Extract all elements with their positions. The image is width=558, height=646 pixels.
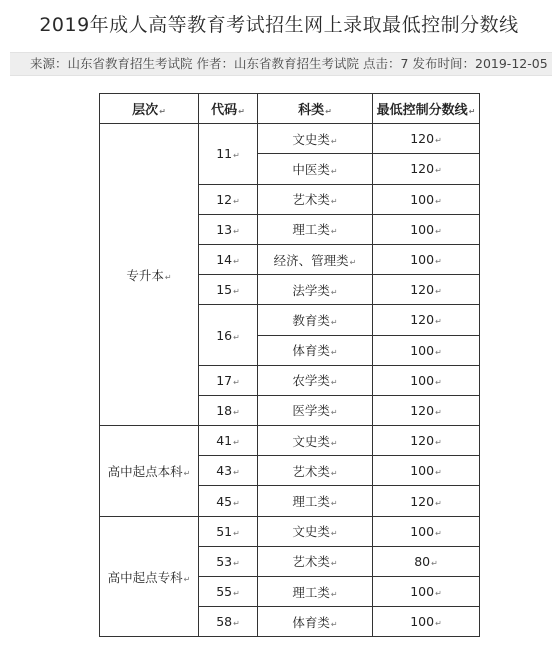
subject-cell: 体育类↵ (258, 335, 373, 365)
score-value: 100 (410, 342, 435, 358)
score-cell: 100↵ (373, 244, 480, 274)
subject-cell: 文史类↵ (258, 426, 373, 456)
score-value: 100 (410, 614, 435, 630)
score-value: 120 (410, 433, 435, 449)
subject-cell: 医学类↵ (258, 395, 373, 425)
subject-cell: 理工类↵ (258, 214, 373, 244)
code-cell: 55↵ (199, 577, 258, 607)
code-value: 17 (216, 372, 233, 388)
code-cell: 17↵ (199, 365, 258, 395)
header-score-label: 最低控制分数线 (376, 103, 468, 119)
score-value: 120 (410, 312, 435, 328)
code-value: 43 (216, 463, 233, 479)
subject-value: 理工类 (292, 222, 330, 238)
score-cell: 120↵ (373, 486, 480, 516)
code-cell: 58↵ (199, 607, 258, 637)
score-cell: 100↵ (373, 607, 480, 637)
header-score: 最低控制分数线↵ (373, 94, 480, 124)
code-value: 11 (216, 146, 233, 162)
subject-value: 理工类 (292, 494, 330, 510)
table-row (100, 516, 480, 546)
code-cell: 18↵ (199, 395, 258, 425)
author-label: 作者： (196, 56, 235, 71)
score-value: 80 (414, 553, 431, 569)
score-cell: 100↵ (373, 214, 480, 244)
table-body (100, 124, 480, 637)
subject-value: 理工类 (292, 584, 330, 600)
article-meta-bar (10, 52, 552, 76)
subject-cell: 法学类↵ (258, 275, 373, 305)
score-cell: 100↵ (373, 335, 480, 365)
level-label: 专升本 (126, 267, 164, 283)
score-value: 100 (410, 372, 435, 388)
date-label: 发布时间： (412, 56, 475, 71)
code-value: 16 (216, 327, 233, 343)
code-cell: 16↵ (199, 305, 258, 365)
subject-cell: 艺术类↵ (258, 546, 373, 576)
subject-value: 文史类 (292, 131, 330, 147)
score-cell: 100↵ (373, 456, 480, 486)
score-cell: 80↵ (373, 546, 480, 576)
score-cell: 120↵ (373, 395, 480, 425)
level-label: 高中起点专科 (107, 569, 183, 585)
score-cell: 120↵ (373, 305, 480, 335)
source-value: 山东省教育招生考试院 (67, 56, 193, 71)
code-cell: 43↵ (199, 456, 258, 486)
subject-cell: 文史类↵ (258, 124, 373, 154)
subject-cell: 艺术类↵ (258, 184, 373, 214)
header-level: 层次↵ (100, 94, 199, 124)
subject-cell: 文史类↵ (258, 516, 373, 546)
subject-value: 艺术类 (292, 554, 330, 570)
score-cell: 120↵ (373, 154, 480, 184)
subject-cell: 体育类↵ (258, 607, 373, 637)
score-value: 100 (410, 523, 435, 539)
code-value: 12 (216, 191, 233, 207)
code-cell: 11↵ (199, 124, 258, 184)
subject-value: 经济、管理类 (273, 252, 349, 268)
code-value: 41 (216, 433, 233, 449)
date-value: 2019-12-05 (475, 56, 548, 71)
table-header-row (100, 94, 480, 124)
code-value: 58 (216, 614, 233, 630)
clicks-label: 点击： (363, 56, 401, 71)
score-cell: 100↵ (373, 184, 480, 214)
subject-value: 法学类 (292, 282, 330, 298)
code-value: 45 (216, 493, 233, 509)
clicks-value: 7 (400, 56, 409, 71)
table-row (100, 426, 480, 456)
code-cell: 15↵ (199, 275, 258, 305)
header-code-label: 代码 (211, 103, 238, 119)
page-title: 2019年成人高等教育考试招生网上录取最低控制分数线 (39, 14, 519, 36)
subject-value: 文史类 (292, 524, 330, 540)
code-cell: 12↵ (199, 184, 258, 214)
level-cell: 专升本↵ (100, 124, 199, 426)
subject-value: 文史类 (292, 433, 330, 449)
score-value: 120 (410, 402, 435, 418)
score-cell: 120↵ (373, 275, 480, 305)
code-cell: 13↵ (199, 214, 258, 244)
level-cell: 高中起点专科↵ (100, 516, 199, 637)
score-cell: 120↵ (373, 426, 480, 456)
score-value: 100 (410, 221, 435, 237)
table-row (100, 124, 480, 154)
code-value: 13 (216, 221, 233, 237)
subject-value: 体育类 (292, 343, 330, 359)
subject-value: 教育类 (292, 312, 330, 328)
code-cell: 41↵ (199, 426, 258, 456)
code-cell: 45↵ (199, 486, 258, 516)
score-value: 120 (410, 282, 435, 298)
code-value: 51 (216, 523, 233, 539)
score-cell: 120↵ (373, 124, 480, 154)
score-cell: 100↵ (373, 365, 480, 395)
subject-cell: 理工类↵ (258, 486, 373, 516)
code-cell: 53↵ (199, 546, 258, 576)
level-cell: 高中起点本科↵ (100, 426, 199, 517)
level-label: 高中起点本科 (107, 463, 183, 479)
header-code: 代码↵ (199, 94, 258, 124)
score-value: 100 (410, 191, 435, 207)
source-label: 来源： (30, 56, 68, 71)
code-cell: 14↵ (199, 244, 258, 274)
score-value: 120 (410, 131, 435, 147)
author-value: 山东省教育招生考试院 (234, 56, 360, 71)
header-level-label: 层次 (132, 103, 159, 119)
score-value: 100 (410, 252, 435, 268)
score-table (99, 93, 480, 637)
code-cell: 51↵ (199, 516, 258, 546)
subject-value: 中医类 (292, 161, 330, 177)
score-value: 120 (410, 161, 435, 177)
subject-cell: 农学类↵ (258, 365, 373, 395)
code-value: 15 (216, 282, 233, 298)
subject-cell: 教育类↵ (258, 305, 373, 335)
header-subject: 科类↵ (258, 94, 373, 124)
subject-value: 艺术类 (292, 463, 330, 479)
subject-value: 艺术类 (292, 192, 330, 208)
subject-cell: 艺术类↵ (258, 456, 373, 486)
subject-cell: 理工类↵ (258, 577, 373, 607)
score-value: 100 (410, 584, 435, 600)
subject-value: 农学类 (292, 373, 330, 389)
subject-value: 体育类 (292, 614, 330, 630)
code-value: 53 (216, 553, 233, 569)
score-cell: 100↵ (373, 577, 480, 607)
score-value: 120 (410, 493, 435, 509)
header-subject-label: 科类 (298, 103, 325, 119)
subject-cell: 中医类↵ (258, 154, 373, 184)
score-cell: 100↵ (373, 516, 480, 546)
code-value: 14 (216, 252, 233, 268)
code-value: 55 (216, 584, 233, 600)
subject-cell: 经济、管理类↵ (258, 244, 373, 274)
score-value: 100 (410, 463, 435, 479)
code-value: 18 (216, 402, 233, 418)
subject-value: 医学类 (292, 403, 330, 419)
